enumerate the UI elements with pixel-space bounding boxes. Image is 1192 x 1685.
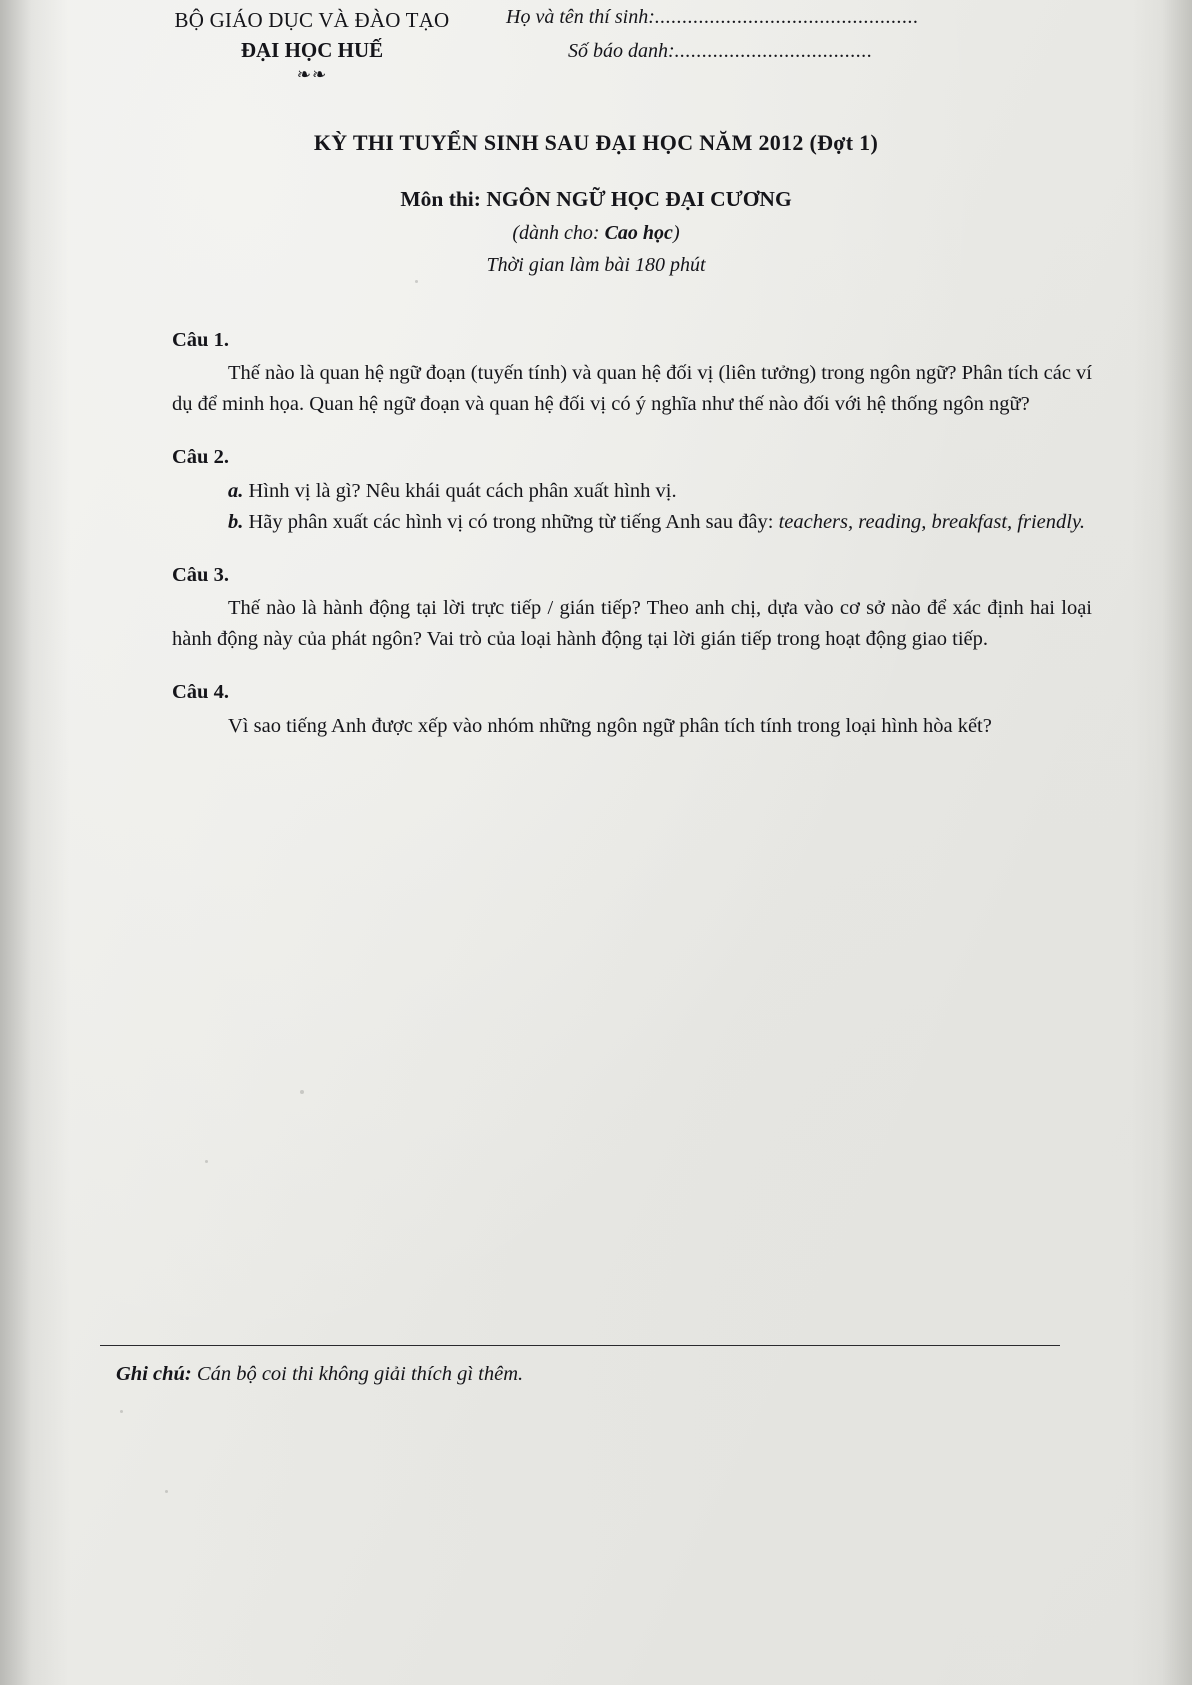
question-paragraph: Thế nào là hành động tại lời trực tiếp / gián tiếp? Theo anh chị, dựa vào cơ sở nào để xác định hai loại hành động này của phát ngôn? Vai trò của loại hành động tại lời gián tiếp trong hoạt động giao tiếp. bbox=[172, 597, 1092, 651]
ornament-icon: ❧❧ bbox=[296, 65, 328, 84]
issuing-authority-block bbox=[112, 8, 512, 85]
subitem-label: a. bbox=[228, 479, 244, 502]
subitem-text: Hình vị là gì? Nêu khái quát cách phân xuất hình vị. bbox=[248, 479, 677, 502]
document-sheet bbox=[76, 0, 1116, 1685]
subitem-text: Hãy phân xuất các hình vị có trong những từ tiếng Anh sau đây: bbox=[248, 510, 779, 533]
audience-open: (dành cho: bbox=[512, 222, 605, 244]
question-heading: Câu 4. bbox=[172, 681, 229, 704]
candidate-number-line bbox=[506, 40, 1066, 63]
footer-note-text: Cán bộ coi thi không giải thích gì thêm. bbox=[191, 1363, 524, 1385]
subject-title bbox=[76, 187, 1116, 212]
question-heading: Câu 3. bbox=[172, 563, 229, 586]
exam-title: KỲ THI TUYỂN SINH SAU ĐẠI HỌC NĂM 2012 (Đợt 1) bbox=[313, 130, 879, 155]
question-block bbox=[172, 560, 1092, 655]
duration-line: Thời gian làm bài 180 phút bbox=[486, 254, 706, 276]
candidate-number-label: Số báo danh: bbox=[568, 40, 675, 62]
question-subitem bbox=[228, 507, 1092, 538]
subitem-examples: teachers, reading, breakfast, friendly. bbox=[778, 510, 1086, 533]
question-block bbox=[172, 677, 1092, 741]
questions-body bbox=[76, 325, 1116, 742]
question-block bbox=[172, 325, 1092, 420]
audience-value: Cao học bbox=[604, 222, 673, 244]
ministry-name: BỘ GIÁO DỤC VÀ ĐÀO TẠO bbox=[174, 8, 450, 32]
question-heading: Câu 1. bbox=[172, 329, 229, 351]
candidate-name-line bbox=[506, 6, 1066, 29]
candidate-number-field[interactable]: .................................... bbox=[674, 40, 873, 62]
audience-close: ) bbox=[672, 222, 680, 244]
candidate-info-block bbox=[506, 6, 1066, 63]
question-paragraph: Vì sao tiếng Anh được xếp vào nhóm những ngôn ngữ phân tích tính trong loại hình hòa kết? bbox=[228, 714, 992, 737]
footer-divider bbox=[100, 1345, 1060, 1346]
footer-note-label: Ghi chú: bbox=[116, 1363, 192, 1385]
subitem-label: b. bbox=[228, 510, 244, 533]
question-subitem bbox=[228, 476, 1092, 507]
subject-name: NGÔN NGỮ HỌC ĐẠI CƯƠNG bbox=[486, 187, 792, 211]
subject-prefix: Môn thi: bbox=[400, 187, 481, 211]
question-heading: Câu 2. bbox=[172, 446, 229, 469]
question-paragraph: Thế nào là quan hệ ngữ đoạn (tuyến tính) và quan hệ đối vị (liên tưởng) trong ngôn ngữ? Phân tích các ví dụ để minh họa. Quan hệ ngữ đoạn và quan hệ đối vị có ý nghĩa như thế nào đối với hệ thống ngôn ngữ? bbox=[172, 362, 1092, 416]
footer-note bbox=[116, 1363, 523, 1386]
question-block bbox=[172, 442, 1092, 537]
candidate-name-field[interactable]: ................................................ bbox=[654, 6, 919, 28]
candidate-name-label: Họ và tên thí sinh: bbox=[506, 6, 655, 28]
document-header bbox=[76, 0, 1116, 100]
university-name: ĐẠI HỌC HUẾ bbox=[240, 38, 384, 62]
audience-line bbox=[76, 222, 1116, 245]
